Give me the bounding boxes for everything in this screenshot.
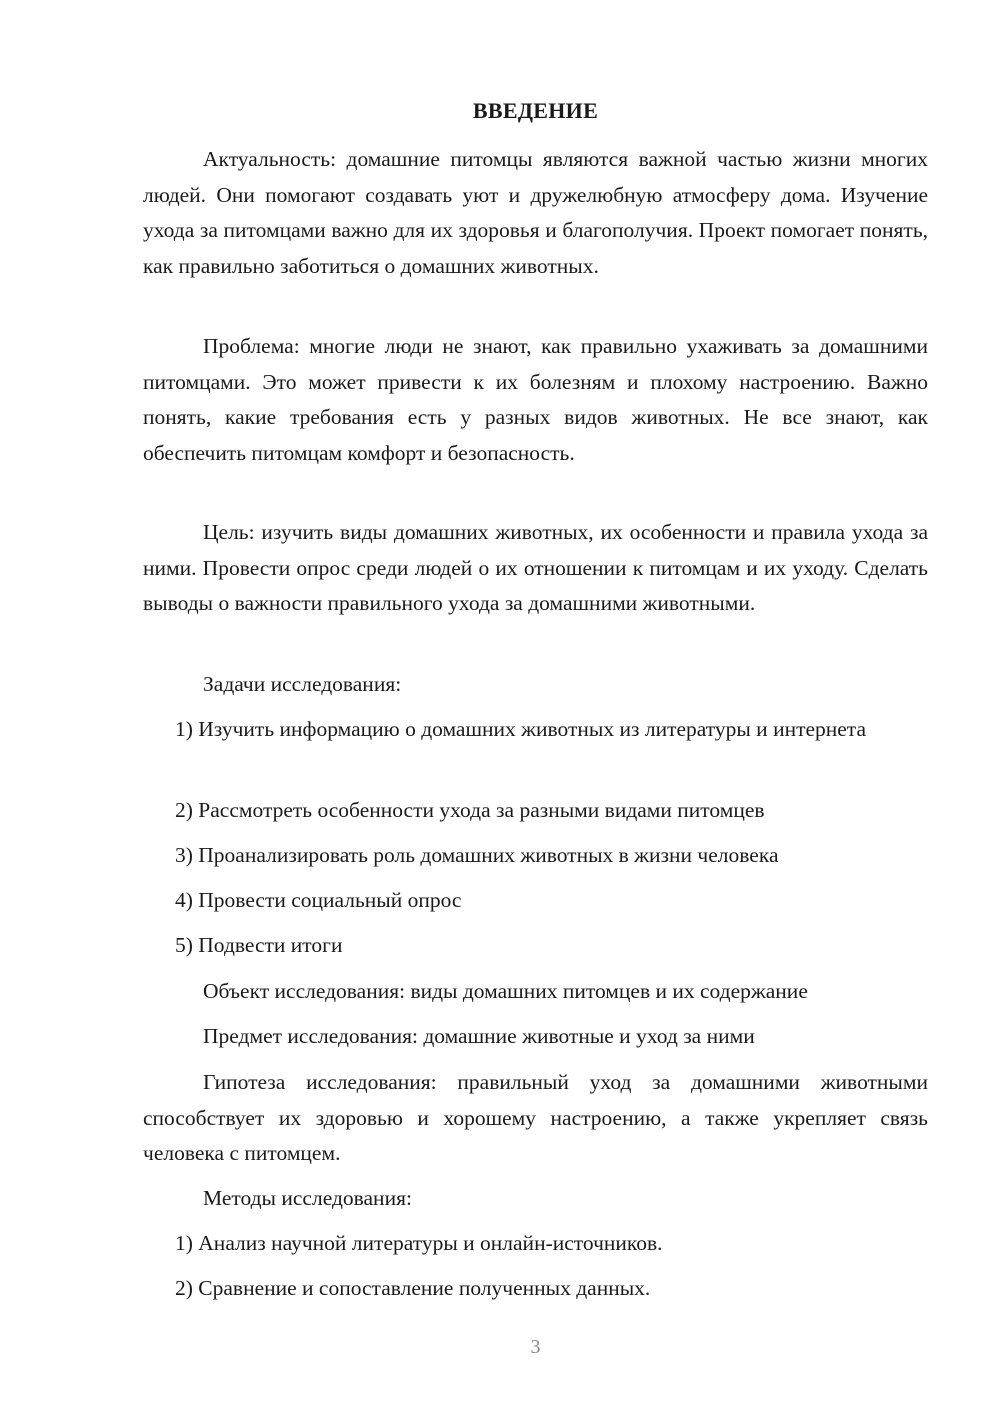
subject-line: Предмет исследования: домашние животные и уход за ними: [203, 1024, 755, 1048]
page-number: 3: [530, 1336, 541, 1358]
tasks-heading: Задачи исследования:: [203, 672, 402, 696]
task-item-1: 1) Изучить информацию о домашних животных из литературы и интернета: [175, 717, 867, 741]
hypothesis-paragraph: Гипотеза исследования: правильный уход за домашними животными способствует их здоровью и хорошему настроению, а также укрепляет связь человека с питомцем.: [143, 1070, 928, 1165]
goal-paragraph: Цель: изучить виды домашних животных, их особенности и правила ухода за ними. Провести опрос среди людей о их отношении к питомцам и их уходу. Сделать выводы о важности правильного ухода за домашними животными.: [143, 520, 928, 615]
document-page: [143, 0, 928, 1414]
task-item-2: 2) Рассмотреть особенности ухода за разными видами питомцев: [175, 798, 765, 822]
method-item-1: 1) Анализ научной литературы и онлайн-источников.: [175, 1231, 663, 1255]
relevance-paragraph: Актуальность: домашние питомцы являются важной частью жизни многих людей. Они помогают создавать уют и дружелюбную атмосферу дома. Изучение ухода за питомцами важно для их здоровья и благополучия. Проект помогает понять, как правильно заботиться о домашних животных.: [143, 147, 928, 278]
problem-paragraph: Проблема: многие люди не знают, как правильно ухаживать за домашними питомцами. Это может привести к их болезням и плохому настроению. Важно понять, какие требования есть у разных видов животных. Не все знают, как обеспечить питомцам комфорт и безопасность.: [143, 334, 928, 465]
method-item-2: 2) Сравнение и сопоставление полученных данных.: [175, 1276, 651, 1300]
section-title: ВВЕДЕНИЕ: [472, 98, 599, 123]
task-item-5: 5) Подвести итоги: [175, 933, 343, 957]
task-item-3: 3) Проанализировать роль домашних животных в жизни человека: [175, 843, 779, 867]
methods-heading: Методы исследования:: [203, 1186, 412, 1210]
task-item-4: 4) Провести социальный опрос: [175, 888, 462, 912]
object-line: Объект исследования: виды домашних питомцев и их содержание: [203, 979, 808, 1003]
